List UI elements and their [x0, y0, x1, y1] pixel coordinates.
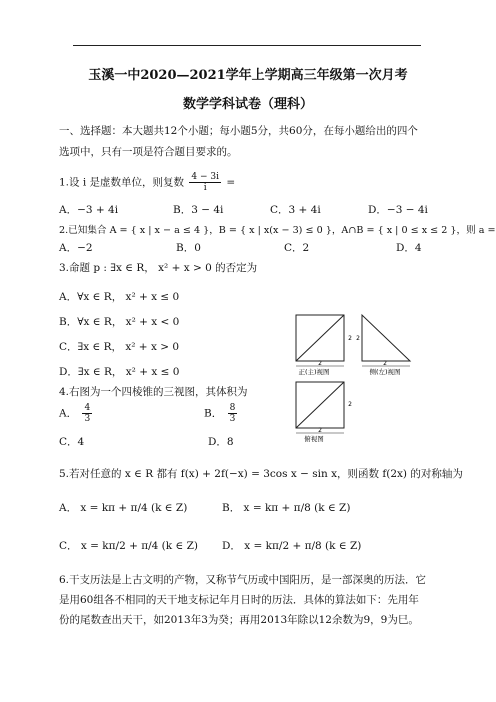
q1-option-b: B．3 − 4i	[173, 204, 224, 216]
q2-option-a: A．−2	[59, 242, 93, 254]
front-view-label: 正(主)视图	[298, 368, 330, 376]
q6-line2: 是用60组各不相同的天干地支标记年月日时的历法．具体的算法如下：先用年	[59, 594, 419, 606]
q1-frac-den: i	[203, 183, 207, 193]
top-height-label: 2	[348, 401, 352, 408]
top-view	[296, 382, 352, 443]
q4-option-c: C．4	[59, 436, 85, 448]
q1-stem-text: 1.设 i 是虚数单位，则复数	[59, 176, 185, 189]
section-heading-line2: 选项中，只有一项是符合题目要求的。	[59, 146, 238, 158]
q2-option-b: B．0	[176, 242, 201, 254]
q4-a-den: 3	[84, 414, 91, 424]
q5-option-b: B． x = kπ + π/8 (k ∈ Z)	[222, 502, 351, 514]
q4-option-b	[204, 403, 239, 424]
side-view	[356, 315, 410, 376]
q4-option-b-frac	[228, 403, 238, 424]
front-view	[296, 315, 352, 376]
section-heading-line1: 一、选择题：本大题共12个小题；每小题5分，共60分，在每小题给出的四个	[59, 125, 418, 137]
q4-stem: 4.右图为一个四棱锥的三视图，其体积为	[59, 386, 248, 398]
q4-a-num: 4	[84, 403, 91, 413]
q4-b-num: 8	[229, 403, 236, 413]
top-rule	[73, 45, 421, 46]
q2-option-d: D．4	[396, 242, 422, 254]
side-width-label: 2	[383, 360, 387, 367]
q4-option-b-label: B．	[204, 407, 223, 420]
q1-stem	[59, 172, 235, 193]
q1-option-d: D．−3 − 4i	[368, 204, 428, 216]
front-height-label: 2	[348, 335, 352, 342]
q2-stem: 2.已知集合 A = { x | x − a ≤ 4 }，B = { x | x(x − 3) ≤ 0 }，A∩B = { x | 0 ≤ x ≤ 2 }，则 a =	[59, 225, 496, 236]
q4-option-a	[59, 403, 94, 424]
front-width-label: 2	[318, 360, 322, 367]
q1-frac-num: 4 − 3i	[191, 172, 219, 182]
exam-subtitle: 数学学科试卷（理科）	[182, 97, 314, 112]
side-view-label: 侧(左)视图	[369, 368, 401, 376]
top-width-label: 2	[318, 427, 322, 434]
q4-option-a-label: A．	[59, 407, 78, 420]
q1-option-c: C．3 + 4i	[270, 204, 321, 216]
q1-option-a: A．−3 + 4i	[59, 204, 119, 216]
q4-b-den: 3	[229, 414, 236, 424]
q3-option-b: B．∀x ∈ R， x² + x < 0	[59, 316, 180, 328]
q5-option-c: C． x = kπ/2 + π/4 (k ∈ Z)	[59, 540, 198, 552]
side-height-label: 2	[356, 335, 360, 342]
q4-option-a-frac	[82, 403, 92, 424]
q2-option-c: C．2	[284, 242, 310, 254]
exam-title: 玉溪一中2020—2021学年上学期高三年级第一次月考	[88, 68, 408, 83]
q6-line1: 6.干支历法是上古文明的产物，又称节气历或中国阳历，是一部深奥的历法．它	[59, 574, 427, 586]
q3-option-a: A．∀x ∈ R， x² + x ≤ 0	[59, 291, 180, 303]
q6-line3: 份的尾数查出天干，如2013年3为癸；再用2013年除以12余数为9，9为巳。	[59, 614, 419, 626]
q3-option-c: C．∃x ∈ R， x² + x > 0	[59, 341, 180, 353]
q1-fraction	[189, 172, 221, 193]
q5-option-d: D． x = kπ/2 + π/8 (k ∈ Z)	[222, 540, 362, 552]
q4-option-d: D．8	[208, 436, 234, 448]
q3-option-d: D．∃x ∈ R， x² + x ≤ 0	[59, 366, 180, 378]
three-view-figure	[290, 310, 450, 450]
q5-stem: 5.若对任意的 x ∈ R 都有 f(x) + 2f(−x) = 3cos x − sin x，则函数 f(2x) 的对称轴为	[59, 468, 463, 480]
q1-eq: =	[226, 176, 236, 189]
q3-stem: 3.命题 p : ∃x ∈ R， x² + x > 0 的否定为	[59, 262, 258, 274]
q5-option-a: A． x = kπ + π/4 (k ∈ Z)	[59, 502, 188, 514]
top-view-label: 俯视图	[304, 435, 324, 443]
